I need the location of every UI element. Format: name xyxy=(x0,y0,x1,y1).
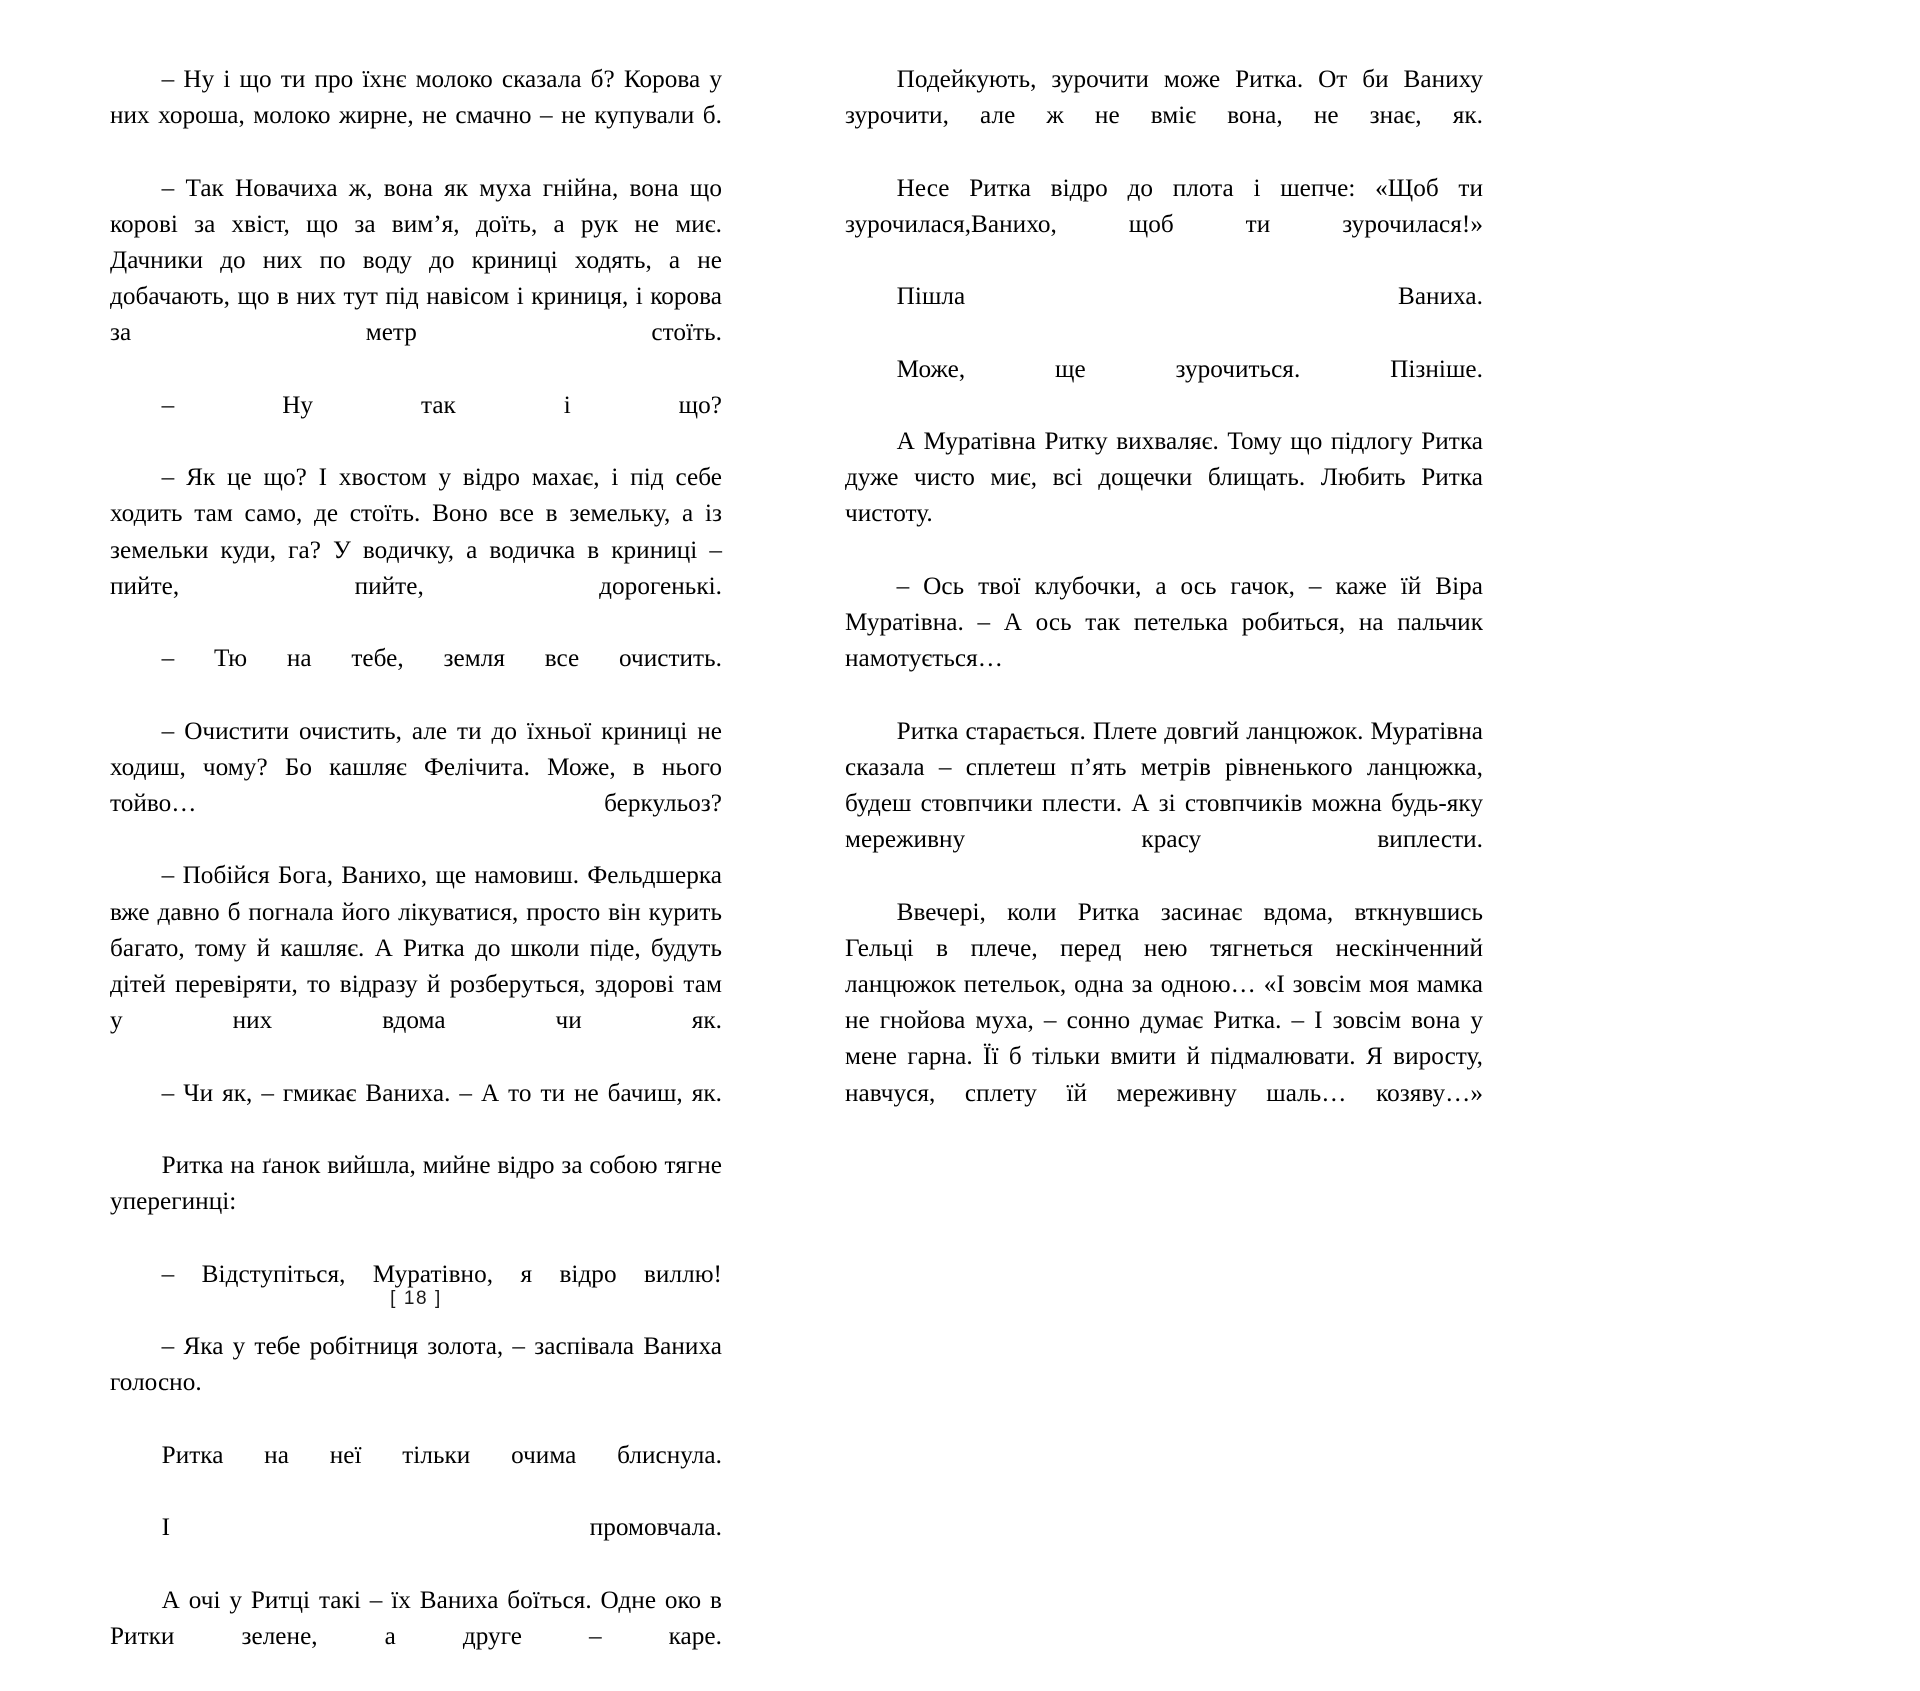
paragraph: Ритка на неї тільки очима блиснула. xyxy=(161,1441,722,1469)
paragraph: – Тю на тебе, земля все очистить. xyxy=(161,645,722,673)
paragraph: – Очистити очистить, але ти до їхньої криниці не ходиш, чому? Бо кашляє Фелічита. Може, в нього тойво… беркульоз? xyxy=(110,717,722,818)
right-page-textblock xyxy=(845,62,1483,1148)
paragraph: Може, ще зурочиться. Пізніше. xyxy=(896,355,1483,383)
paragraph: А очі у Ритці такі – їх Ваниха боїться. Одне око в Ритки зелене, а друге – каре. xyxy=(110,1586,722,1650)
paragraph: – Ось твої клубочки, а ось гачок, – каже їй Віра Муратівна. – А ось так петелька робиться, на пальчик намотується… xyxy=(845,572,1483,673)
paragraph: Ввечері, коли Ритка засинає вдома, вткнувшись Гельці в плече, перед нею тягнеться нескінченний ланцюжок петельок, одна за одною… «І зовсім моя мамка не гнойова муха, – сонно думає Ритка. – І зовсім вона у мене гарна. Її б тільки вмити й підмалювати. Я виросту, навчуся, сплету їй мереживну шаль… козяву…» xyxy=(845,898,1483,1107)
paragraph: – Так Новачиха ж, вона як муха гнійна, вона що корові за хвіст, що за вим’я, доїть, а рук не миє. Дачники до них по воду до криниці ходять, а не добачають, що в них тут під навісом і криниця, і корова за метр стоїть. xyxy=(110,174,722,347)
left-page-textblock xyxy=(110,62,722,1691)
paragraph: А Муратівна Ритку вихваляє. Тому що підлогу Ритка дуже чисто миє, всі дощечки блищать. Любить Ритка чистоту. xyxy=(845,428,1483,528)
paragraph: Несе Ритка відро до плота і шепче: «Щоб ти зурочилася,Ванихо, щоб ти зурочилася!» xyxy=(845,174,1483,238)
paragraph: Ритка на ґанок вийшла, мийне відро за собою тягне уперегинці: xyxy=(110,1152,722,1216)
paragraph: – Як це що? І хвостом у відро махає, і під себе ходить там само, де стоїть. Воно все в земельку, а із земельки куди, га? У водичку, а водичка в криниці – пийте, пийте, дорогенькі. xyxy=(110,464,722,600)
paragraph: – Ну і що ти про їхнє молоко сказала б? Корова у них хороша, молоко жирне, не смачно – не купували б. xyxy=(110,66,722,130)
paragraph: – Яка у тебе робітниця золота, – заспівала Ваниха голосно. xyxy=(110,1333,722,1397)
paragraph: Подейкують, зурочити може Ритка. От би Ваниху зурочити, але ж не вміє вона, не знає, як. xyxy=(845,66,1483,130)
paragraph: – Побійся Бога, Ванихо, ще намовиш. Фельдшерка вже давно б погнала його лікуватися, просто він курить багато, тому й кашляє. А Ритка до школи піде, будуть дітей перевіряти, то відразу й розберуться, здорові там у них вдома чи як. xyxy=(110,862,722,1035)
paragraph: Пішла Ваниха. xyxy=(896,283,1483,311)
page-number: [ 18 ] xyxy=(390,1288,442,1309)
paragraph: – Ну так і що? xyxy=(161,391,722,419)
right-page xyxy=(845,0,1483,1373)
paragraph: – Чи як, – гмикає Ваниха. – А то ти не бачиш, як. xyxy=(161,1079,722,1107)
paragraph: – Відступіться, Муратівно, я відро виллю! xyxy=(161,1260,722,1288)
paragraph: Ритка старається. Плете довгий ланцюжок. Муратівна сказала – сплетеш п’ять метрів рівненького ланцюжка, будеш стовпчики плести. А зі стовпчиків можна будь-яку мереживну красу виплести. xyxy=(845,717,1483,854)
paragraph: І промовчала. xyxy=(161,1514,722,1542)
left-page xyxy=(110,0,722,1650)
